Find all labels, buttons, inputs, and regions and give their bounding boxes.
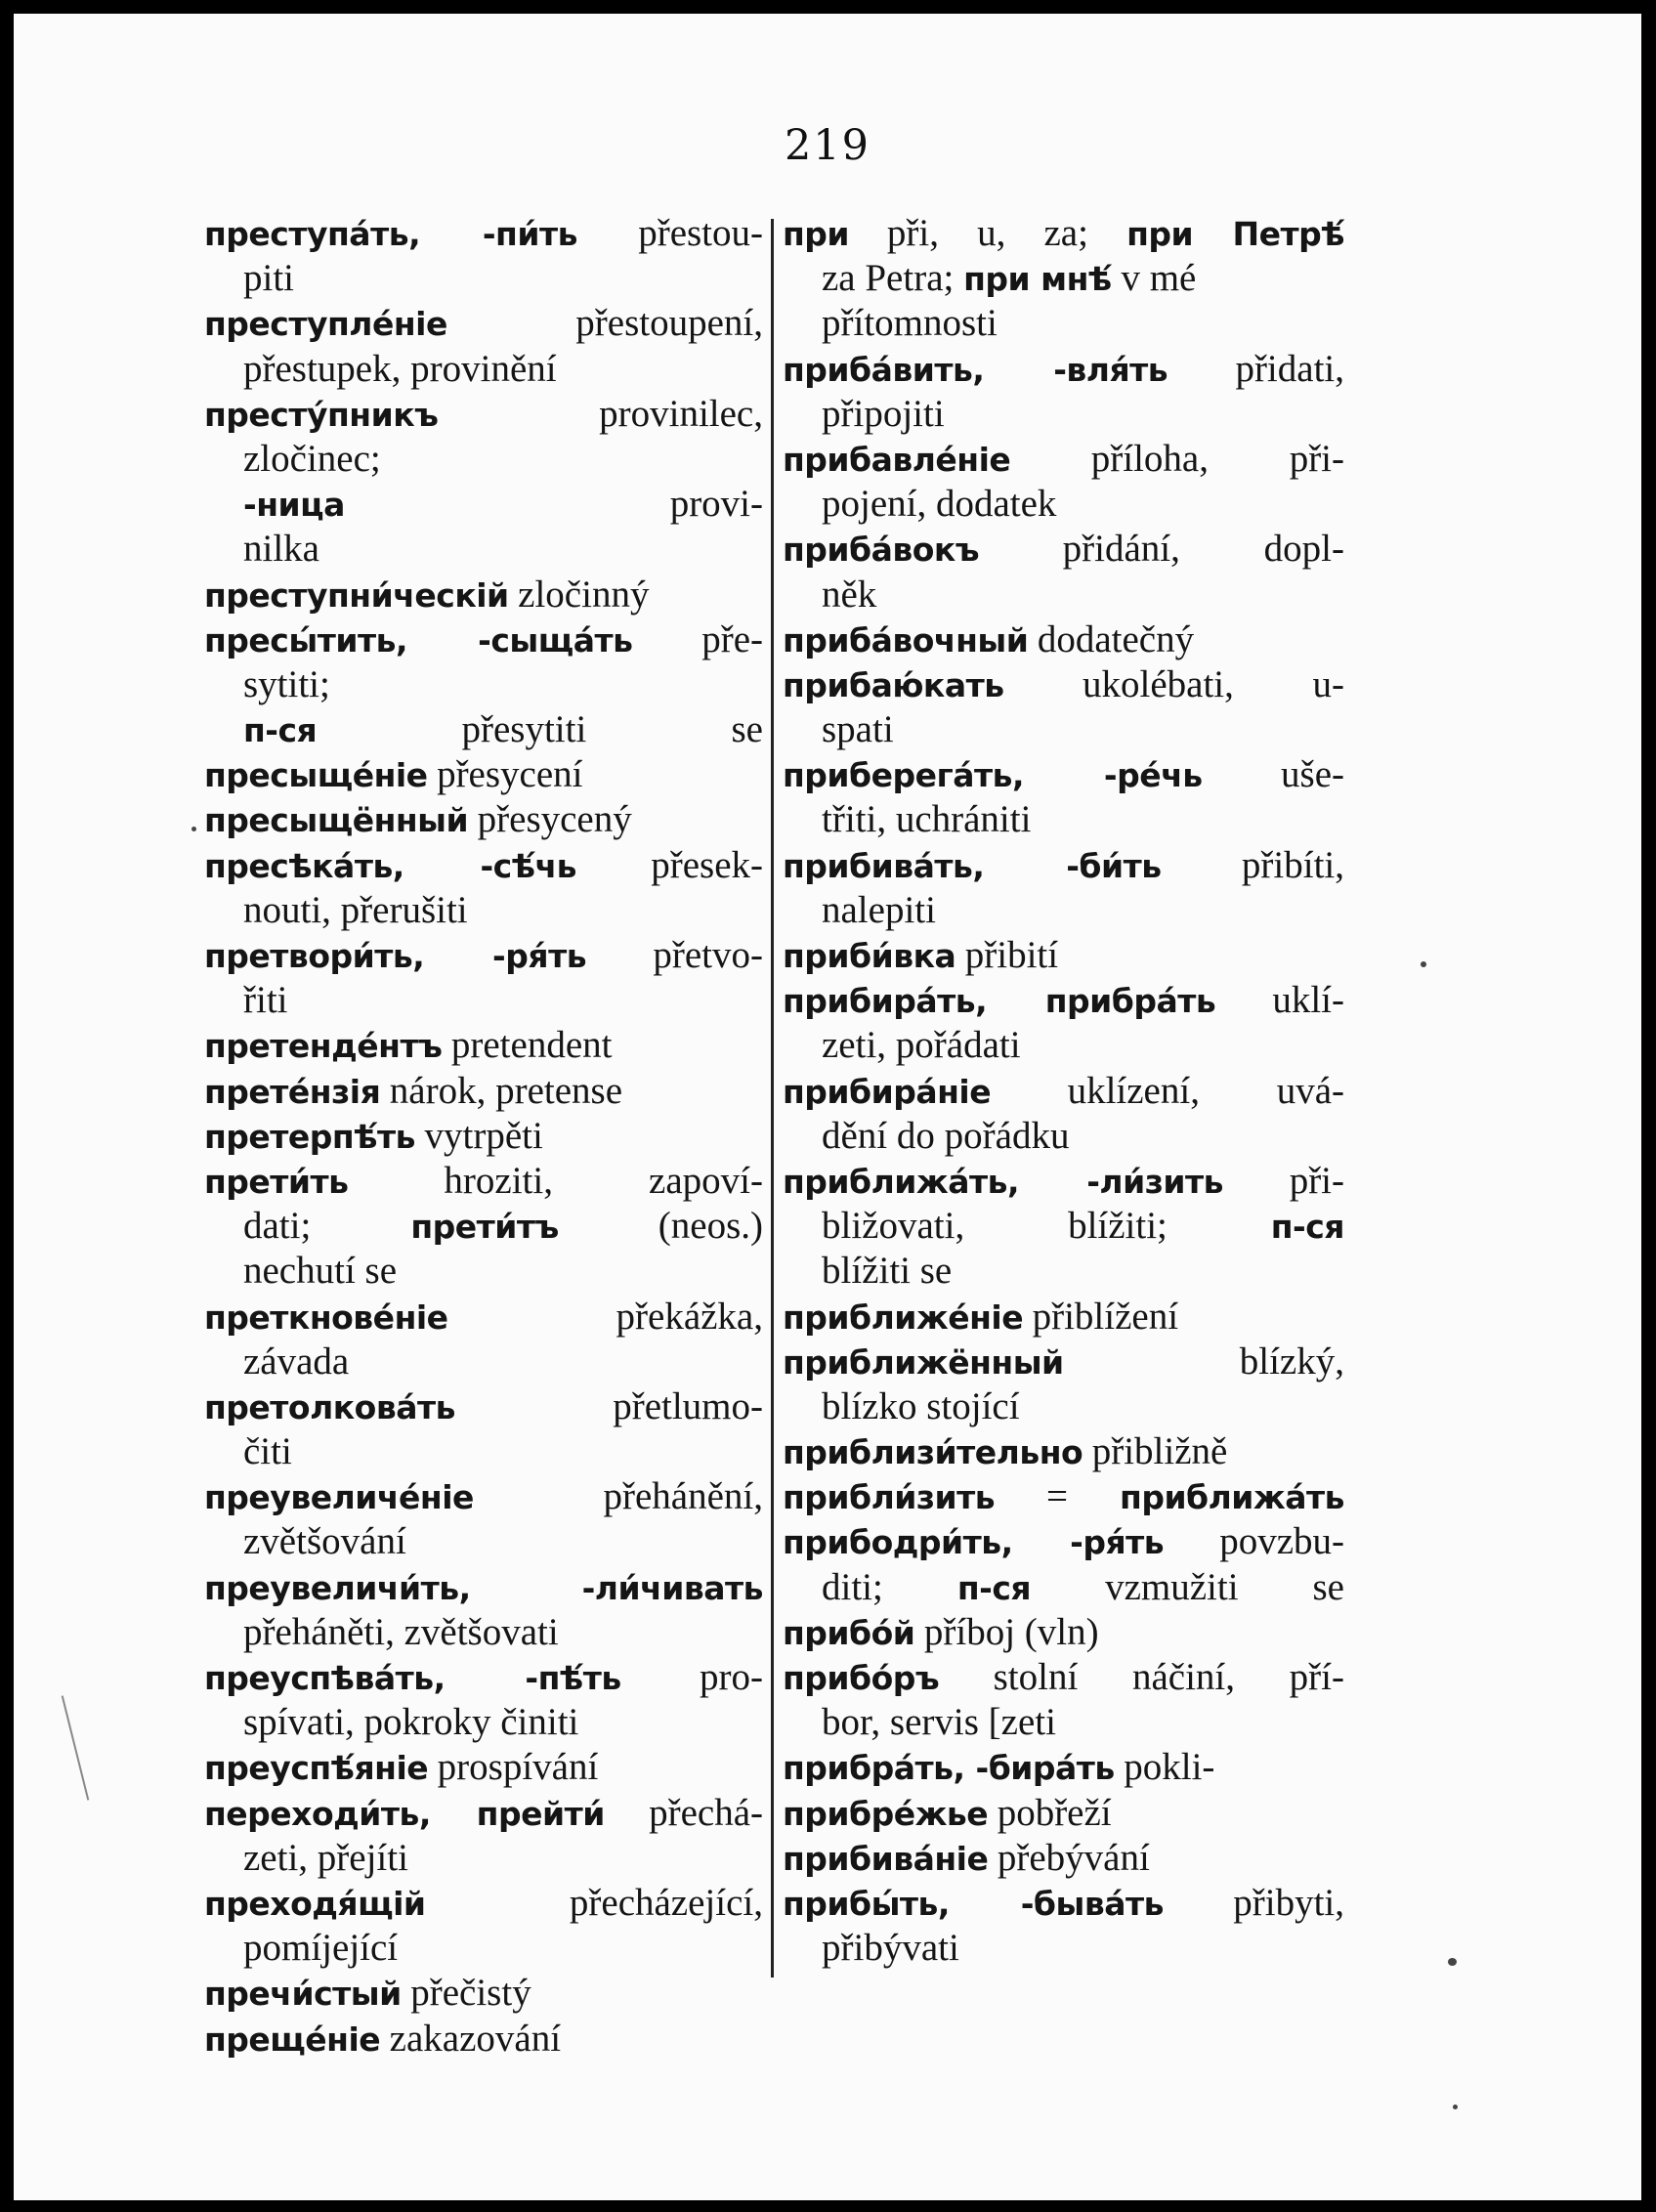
entry-line xyxy=(204,1565,763,1610)
entry-line xyxy=(783,752,1344,797)
dictionary-entry xyxy=(204,797,763,842)
entry-line xyxy=(204,1023,763,1068)
headword: переходи́ть, прейти́ xyxy=(204,1794,605,1833)
dictionary-entry xyxy=(783,1745,1344,1790)
headword: прибива́ть, -би́ть xyxy=(783,846,1162,885)
dictionary-entry xyxy=(204,752,763,797)
translation: vzmužiti se xyxy=(1031,1565,1344,1608)
translation: připojiti xyxy=(822,392,945,435)
column-divider xyxy=(771,219,774,1978)
translation: příboj (vln) xyxy=(923,1610,1099,1653)
dictionary-entry xyxy=(204,573,763,617)
headword: прибива́ніе xyxy=(783,1839,989,1878)
dictionary-entry xyxy=(204,301,763,391)
translation: přiblížení xyxy=(1032,1295,1179,1338)
headword: преступа́ть, -пи́ть xyxy=(204,215,577,253)
left-column xyxy=(204,211,763,2062)
translation: pretendent xyxy=(450,1024,613,1067)
translation: zvětšování xyxy=(243,1520,406,1563)
headword-variant: при мнѣ́ xyxy=(963,260,1112,299)
entry-line xyxy=(783,1700,1344,1745)
entry-line xyxy=(204,573,763,617)
dictionary-entry xyxy=(204,933,763,1023)
translation: zločinec; xyxy=(243,437,381,480)
translation: za Petra; xyxy=(822,257,964,300)
dictionary-page xyxy=(14,14,1641,2200)
dictionary-entry xyxy=(204,1791,763,1881)
translation: zeti, pořádati xyxy=(822,1024,1021,1067)
dictionary-entry xyxy=(204,392,763,573)
entry-line xyxy=(783,482,1344,527)
translation: něk xyxy=(822,573,877,616)
headword: пресѣка́ть, -сѣ́чь xyxy=(204,846,577,885)
headword-variant: п-ся xyxy=(1270,1208,1344,1247)
dictionary-entry xyxy=(204,1745,763,1790)
dictionary-entry xyxy=(204,1655,763,1745)
headword: преступле́ніе xyxy=(204,305,447,344)
entry-line xyxy=(204,1881,763,1926)
dictionary-entry xyxy=(204,1295,763,1384)
entry-line xyxy=(204,1610,763,1655)
translation: dodatečný xyxy=(1037,617,1195,660)
entry-line xyxy=(204,707,763,752)
translation: provi- xyxy=(344,483,763,526)
translation: nechutí se xyxy=(243,1250,398,1293)
entry-line xyxy=(783,1836,1344,1881)
headword: преувеличи́ть, xyxy=(204,1568,471,1607)
translation: přechá- xyxy=(649,1791,764,1834)
dictionary-entry xyxy=(204,1114,763,1159)
dictionary-entry xyxy=(783,256,1344,301)
headword: претерпѣ́ть xyxy=(204,1117,416,1156)
entry-line xyxy=(783,843,1344,888)
entry-line xyxy=(783,1204,1344,1249)
entry-line xyxy=(204,1474,763,1519)
entry-line xyxy=(204,1836,763,1881)
entry-line xyxy=(783,1791,1344,1836)
dictionary-entry xyxy=(783,617,1344,662)
entry-line xyxy=(783,1881,1344,1926)
entry-line xyxy=(783,797,1344,842)
headword: престу́пникъ xyxy=(204,395,439,434)
headword: претвори́ть, -ря́ть xyxy=(204,937,587,975)
entry-line xyxy=(204,437,763,482)
headword: прибавле́ніе xyxy=(783,440,1011,479)
entry-line xyxy=(783,888,1344,933)
dictionary-entry xyxy=(783,347,1344,437)
dictionary-entry xyxy=(204,1023,763,1068)
headword-variant: п-ся xyxy=(956,1568,1032,1607)
dictionary-entry xyxy=(783,1340,1344,1429)
translation: přibyti, xyxy=(1233,1881,1345,1924)
headword: преуспѣ́яніе xyxy=(204,1749,429,1788)
translation: dati; xyxy=(243,1205,411,1248)
translation: přítomnosti xyxy=(822,302,998,345)
translation: přestoupení, xyxy=(575,302,763,345)
headword: прибо́й xyxy=(783,1613,915,1652)
headword: приба́вить, -вля́ть xyxy=(783,350,1168,389)
translation: závada xyxy=(243,1340,350,1382)
entry-line xyxy=(783,1159,1344,1204)
entry-line xyxy=(204,1971,763,2016)
scan-mark xyxy=(62,1695,90,1800)
translation: přebývání xyxy=(997,1836,1150,1879)
right-column xyxy=(783,211,1344,1971)
headword: прибы́ть, -быва́ть xyxy=(783,1884,1164,1923)
entry-line xyxy=(204,211,763,256)
entry-line xyxy=(783,392,1344,437)
translation: nalepiti xyxy=(822,888,936,931)
entry-line xyxy=(204,1384,763,1429)
entry-line xyxy=(783,347,1344,392)
entry-line xyxy=(783,707,1344,752)
dictionary-entry xyxy=(204,211,763,301)
headword: приближа́ть, -ли́зить xyxy=(783,1162,1223,1201)
translation: řiti xyxy=(243,979,288,1022)
translation: překážka, xyxy=(616,1295,763,1338)
headword: приби́вка xyxy=(783,937,956,975)
translation: při, u, za; xyxy=(886,212,1127,254)
dictionary-entry xyxy=(783,978,1344,1068)
translation: přesycení xyxy=(437,753,583,796)
entry-line xyxy=(204,1926,763,1971)
translation: uše- xyxy=(1281,753,1344,796)
dictionary-entry xyxy=(783,211,1344,256)
entry-line xyxy=(783,1474,1344,1519)
entry-line xyxy=(204,482,763,527)
entry-line xyxy=(204,1159,763,1204)
translation: pobřeží xyxy=(997,1791,1112,1834)
translation: diti; xyxy=(822,1565,957,1608)
translation: přeháněti, zvětšovati xyxy=(243,1610,559,1653)
headword: приберега́ть, -ре́чь xyxy=(783,756,1203,795)
dictionary-entry xyxy=(783,1159,1344,1295)
translation: bližovati, blížiti; xyxy=(822,1205,1271,1248)
entry-line xyxy=(204,617,763,662)
translation: přibývati xyxy=(822,1927,959,1970)
dictionary-entry xyxy=(204,1971,763,2016)
dictionary-entry xyxy=(204,1384,763,1474)
headword: приблизи́тельно xyxy=(783,1433,1083,1472)
headword: преткнове́ніе xyxy=(204,1297,448,1337)
translation: pro- xyxy=(700,1656,764,1698)
entry-line xyxy=(204,1700,763,1745)
translation: spati xyxy=(822,708,894,751)
headword: прети́ть xyxy=(204,1162,349,1201)
entry-line xyxy=(204,1249,763,1294)
headword: пресыще́ніе xyxy=(204,756,428,795)
dictionary-entry xyxy=(783,301,1344,346)
headword: прибре́жье xyxy=(783,1794,989,1833)
translation: bor, servis [zeti xyxy=(822,1701,1056,1744)
entry-line xyxy=(204,752,763,797)
entry-line xyxy=(204,392,763,437)
entry-line xyxy=(783,1745,1344,1790)
headword-variant: -ница xyxy=(243,486,345,525)
entry-line xyxy=(204,1745,763,1790)
entry-line xyxy=(204,1429,763,1474)
entry-line xyxy=(204,1069,763,1114)
dictionary-entry xyxy=(783,1069,1344,1159)
entry-line xyxy=(783,662,1344,707)
entry-line xyxy=(783,1114,1344,1159)
translation: nouti, přerušiti xyxy=(243,888,468,931)
scan-speck xyxy=(1453,2105,1458,2109)
translation: zakazování xyxy=(389,2017,562,2060)
entry-line xyxy=(204,347,763,392)
translation: při- xyxy=(1289,1159,1344,1202)
entry-line xyxy=(783,1519,1344,1564)
dictionary-entry xyxy=(204,1565,763,1655)
entry-line xyxy=(204,1295,763,1340)
translation: třiti, uchrániti xyxy=(822,798,1032,841)
headword: пресыщённый xyxy=(204,801,469,840)
headword: пресы́тить, -сыща́ть xyxy=(204,620,633,659)
translation: příloha, při- xyxy=(1090,437,1345,480)
headword-variant: -ли́чивать xyxy=(581,1568,763,1607)
headword: приближённый xyxy=(783,1342,1064,1382)
entry-line xyxy=(783,978,1344,1023)
headword: преще́ніе xyxy=(204,2020,381,2059)
translation: pomíjející xyxy=(243,1927,399,1970)
dictionary-entry xyxy=(783,1295,1344,1340)
dictionary-entry xyxy=(204,843,763,933)
dictionary-entry xyxy=(783,1881,1344,1971)
headword: при xyxy=(783,215,850,253)
headword: приба́вочный xyxy=(783,620,1029,659)
translation: provinilec, xyxy=(599,392,763,435)
entry-line xyxy=(204,1655,763,1700)
dictionary-entry xyxy=(783,1519,1344,1609)
entry-line xyxy=(204,888,763,933)
dictionary-entry xyxy=(204,617,763,753)
translation: přesycený xyxy=(477,798,632,841)
headword: преуспѣва́ть, -пѣ́ть xyxy=(204,1659,621,1697)
entry-line xyxy=(783,1384,1344,1429)
dictionary-entry xyxy=(783,1610,1344,1655)
entry-line xyxy=(783,211,1344,256)
page-number: 219 xyxy=(784,121,871,170)
dictionary-entry xyxy=(783,1791,1344,1836)
headword: прибира́ть, прибра́ть xyxy=(783,982,1216,1021)
dictionary-entry xyxy=(783,1474,1344,1519)
entry-line xyxy=(783,1655,1344,1700)
entry-line xyxy=(783,527,1344,572)
translation: přibližně xyxy=(1091,1430,1228,1473)
headword: преступни́ческій xyxy=(204,575,509,615)
translation: blízký, xyxy=(1239,1340,1344,1382)
entry-line xyxy=(783,617,1344,662)
dictionary-entry xyxy=(204,1069,763,1114)
translation: = xyxy=(1045,1475,1121,1518)
entry-line xyxy=(783,256,1344,301)
dictionary-entry xyxy=(783,1429,1344,1474)
entry-line xyxy=(783,1340,1344,1384)
headword: пречи́стый xyxy=(204,1975,402,2014)
translation: nárok, pretense xyxy=(389,1069,623,1112)
translation: přestou- xyxy=(638,212,764,254)
translation: zeti, přejíti xyxy=(243,1836,408,1879)
translation: (neos.) xyxy=(558,1205,763,1248)
dictionary-entry xyxy=(783,1655,1344,1745)
entry-line xyxy=(783,933,1344,978)
dictionary-entry xyxy=(204,1881,763,1971)
entry-line xyxy=(204,662,763,707)
translation: přidati, xyxy=(1235,347,1344,390)
translation: pře- xyxy=(701,617,763,660)
entry-line xyxy=(783,1069,1344,1114)
dictionary-entry xyxy=(783,527,1344,617)
entry-line xyxy=(204,301,763,346)
entry-line xyxy=(204,1114,763,1159)
entry-line xyxy=(783,1565,1344,1610)
scan-speck xyxy=(1421,961,1426,967)
translation: přesytiti se xyxy=(317,708,763,751)
entry-line xyxy=(204,2017,763,2062)
translation: v mé xyxy=(1111,257,1197,300)
dictionary-entry xyxy=(783,662,1344,752)
headword: претенде́нтъ xyxy=(204,1027,443,1066)
translation: pokli- xyxy=(1124,1746,1215,1789)
headword-variant: приближа́ть xyxy=(1120,1478,1344,1517)
dictionary-entry xyxy=(204,1474,763,1564)
translation: ukolébati, u- xyxy=(1083,662,1344,705)
entry-line xyxy=(204,843,763,888)
translation: piti xyxy=(243,257,295,300)
translation: sytiti; xyxy=(243,662,330,705)
translation: přečistý xyxy=(410,1972,531,2015)
translation: přehánění, xyxy=(603,1475,763,1518)
dictionary-entry xyxy=(204,1159,763,1295)
entry-line xyxy=(204,1340,763,1384)
headword: прибо́ръ xyxy=(783,1659,940,1697)
entry-line xyxy=(204,978,763,1023)
translation: přibíti, xyxy=(1241,843,1345,886)
entry-line xyxy=(204,527,763,572)
translation: přibití xyxy=(964,934,1059,976)
headword: приба́вокъ xyxy=(783,531,980,570)
entry-line xyxy=(204,1519,763,1564)
entry-line xyxy=(204,933,763,978)
headword-variant: при Петрѣ́ xyxy=(1126,215,1344,253)
translation: hroziti, zapoví- xyxy=(444,1159,764,1202)
translation: stolní náčiní, pří- xyxy=(993,1656,1344,1698)
headword: прибаю́кать xyxy=(783,665,1004,704)
headword-variant: прети́тъ xyxy=(410,1208,559,1247)
translation: zločinný xyxy=(518,573,650,616)
entry-line xyxy=(783,1023,1344,1068)
headword: преувеличе́ніе xyxy=(204,1478,474,1517)
translation: uklízení, uvá- xyxy=(1067,1069,1344,1112)
headword: прибра́ть, -бира́ть xyxy=(783,1749,1115,1788)
translation: uklí- xyxy=(1272,979,1345,1022)
dictionary-entry xyxy=(204,2017,763,2062)
headword: прибира́ніе xyxy=(783,1072,992,1111)
entry-line xyxy=(204,1791,763,1836)
translation: nilka xyxy=(243,528,319,571)
headword: претолкова́ть xyxy=(204,1387,455,1426)
entry-line xyxy=(783,1926,1344,1971)
entry-line xyxy=(783,1429,1344,1474)
translation: spívati, pokroky činiti xyxy=(243,1701,579,1744)
entry-line xyxy=(783,437,1344,482)
translation: přecházející, xyxy=(569,1881,763,1924)
translation: pojení, dodatek xyxy=(822,483,1057,526)
headword: прибодри́ть, -ря́ть xyxy=(783,1523,1165,1562)
translation: čiti xyxy=(243,1430,292,1473)
translation: povzbu- xyxy=(1219,1520,1344,1563)
headword: прибли́зить xyxy=(783,1478,996,1517)
translation: přestupek, provinění xyxy=(243,347,557,390)
dictionary-entry xyxy=(783,843,1344,933)
scan-speck xyxy=(191,827,196,831)
translation: blízko stojící xyxy=(822,1384,1020,1427)
translation: vytrpěti xyxy=(424,1114,543,1157)
entry-line xyxy=(204,1204,763,1249)
scan-speck xyxy=(1448,1958,1457,1966)
translation: blížiti se xyxy=(822,1250,953,1293)
entry-line xyxy=(783,1249,1344,1294)
translation: prospívání xyxy=(437,1746,599,1789)
translation: přesek- xyxy=(651,843,763,886)
dictionary-entry xyxy=(783,933,1344,978)
translation: přidání, dopl- xyxy=(1062,528,1344,571)
entry-line xyxy=(204,797,763,842)
headword-variant: п-ся xyxy=(243,711,318,750)
entry-line xyxy=(783,573,1344,617)
translation: dění do pořádku xyxy=(822,1114,1070,1157)
entry-line xyxy=(783,301,1344,346)
entry-line xyxy=(204,256,763,301)
translation: přetlumo- xyxy=(613,1384,763,1427)
dictionary-entry xyxy=(783,437,1344,527)
entry-line xyxy=(783,1295,1344,1340)
dictionary-entry xyxy=(783,752,1344,842)
headword: прете́нзія xyxy=(204,1072,381,1111)
headword: преходя́щій xyxy=(204,1884,426,1923)
entry-line xyxy=(783,1610,1344,1655)
headword: приближе́ніе xyxy=(783,1297,1024,1337)
dictionary-entry xyxy=(783,1836,1344,1881)
translation: přetvo- xyxy=(653,934,763,976)
